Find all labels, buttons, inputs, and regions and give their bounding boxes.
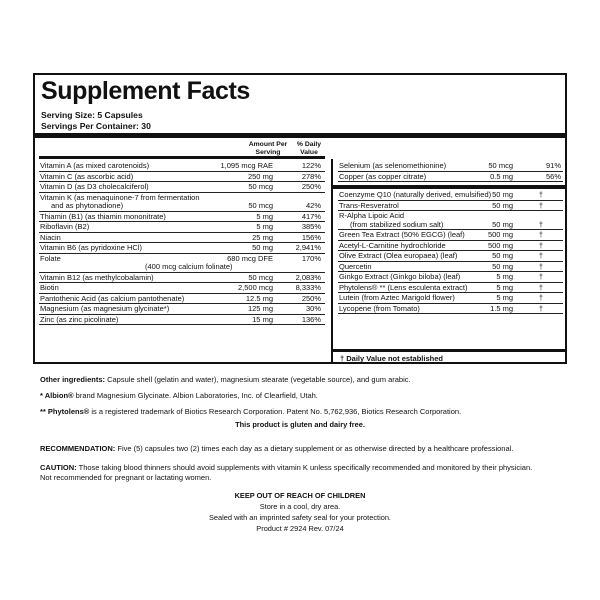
nutrient-row bbox=[338, 293, 563, 304]
dv-header-line1: % Daily bbox=[296, 141, 322, 148]
phytolens-note bbox=[40, 407, 580, 417]
panel-title: Supplement Facts bbox=[41, 77, 250, 105]
recommendation bbox=[40, 444, 580, 454]
nutrient-daily-value: 250% bbox=[301, 293, 321, 303]
nutrient-amount: 50 mg bbox=[492, 200, 513, 210]
nutrient-row bbox=[338, 190, 563, 201]
nutrient-row bbox=[338, 272, 563, 283]
nutrient-amount: 500 mg bbox=[487, 240, 513, 250]
nutrient-row bbox=[39, 283, 325, 294]
nutrient-row bbox=[39, 315, 325, 326]
nutrient-daily-value: 417% bbox=[301, 211, 321, 221]
nutrient-daily-value: † bbox=[538, 240, 543, 250]
nutrient-name: Lutein (from Aztec Marigold flower) bbox=[339, 293, 455, 302]
nutrient-row bbox=[338, 241, 563, 252]
nutrient-daily-value: 278% bbox=[301, 171, 321, 181]
nutrient-name: Vitamin A (as mixed carotenoids) bbox=[40, 161, 150, 170]
nutrient-daily-value: 30% bbox=[305, 304, 321, 313]
nutrient-daily-value: 42% bbox=[305, 201, 321, 210]
nutrient-amount: 50 mcg bbox=[488, 161, 513, 170]
nutrient-name: Vitamin B6 (as pyridoxine HCl) bbox=[40, 243, 142, 252]
nutrient-amount: 5 mg bbox=[496, 272, 513, 281]
nutrient-daily-value: † bbox=[538, 190, 543, 199]
nutrient-amount: 5 mg bbox=[496, 293, 513, 302]
nutrient-row bbox=[338, 161, 563, 172]
nutrient-daily-value: † bbox=[538, 303, 543, 313]
seal-note: Sealed with an imprinted safety seal for your protection. bbox=[209, 513, 391, 522]
nutrient-row bbox=[338, 283, 563, 294]
nutrient-amount: 1,095 mcg RAE bbox=[220, 161, 273, 170]
recommendation-label: RECOMMENDATION: bbox=[40, 444, 116, 453]
nutrient-amount: 15 mg bbox=[252, 314, 273, 324]
other-ingredients-text: Capsule shell (gelatin and water), magnesium stearate (vegetable source), and gum arabic. bbox=[105, 375, 411, 384]
nutrient-amount: 5 mg bbox=[256, 222, 273, 231]
caution-text-2: Not recommended for pregnant or lactating women. bbox=[40, 473, 212, 482]
dv-header bbox=[289, 141, 329, 157]
nutrient-name: Vitamin K (as menaquinone-7 from fermentation bbox=[40, 192, 200, 202]
nutrient-name: Zinc (as zinc picolinate) bbox=[40, 314, 119, 324]
nutrient-daily-value: † bbox=[538, 282, 543, 292]
dv-header-line2: Value bbox=[300, 149, 318, 156]
nutrient-row bbox=[338, 172, 563, 183]
nutrient-name: Vitamin B12 (as methylcobalamin) bbox=[40, 272, 154, 282]
amount-header-line2: Serving bbox=[255, 149, 281, 156]
nutrient-name: Niacin bbox=[40, 232, 61, 242]
nutrient-name: Olive Extract (Olea europaea) (leaf) bbox=[339, 251, 458, 260]
nutrient-daily-value: 250% bbox=[301, 182, 321, 191]
nutrient-name-detail: (from stabilized sodium salt) bbox=[350, 219, 444, 229]
nutrient-daily-value: 8,333% bbox=[295, 283, 321, 292]
nutrient-name: Folate bbox=[40, 253, 61, 263]
nutrient-daily-value: † bbox=[538, 219, 543, 229]
nutrient-daily-value: † bbox=[538, 261, 543, 271]
serving-size: Serving Size: 5 Capsules bbox=[41, 110, 143, 120]
nutrient-name: Riboflavin (B2) bbox=[40, 222, 90, 231]
caution bbox=[40, 463, 580, 483]
amount-header-line1: Amount Per bbox=[248, 141, 288, 148]
nutrient-row bbox=[39, 233, 325, 244]
nutrient-daily-value: † bbox=[538, 251, 543, 260]
nutrient-name: Green Tea Extract (50% EGCG) (leaf) bbox=[339, 230, 465, 239]
nutrient-amount: 50 mcg bbox=[248, 182, 273, 191]
nutrient-row bbox=[338, 262, 563, 273]
nutrient-name: Selenium (as selenomethionine) bbox=[339, 161, 447, 170]
nutrient-amount: 50 mg bbox=[492, 251, 513, 260]
nutrient-row bbox=[338, 211, 563, 230]
nutrient-row bbox=[39, 161, 325, 172]
nutrient-name: R-Alpha Lipoic Acid bbox=[339, 211, 405, 220]
nutrient-name: Biotin bbox=[40, 283, 59, 292]
nutrient-name: Acetyl-L-Carnitine hydrochloride bbox=[339, 240, 446, 250]
other-ingredients bbox=[40, 375, 580, 385]
nutrient-amount: 680 mcg DFE bbox=[227, 253, 273, 263]
nutrient-row bbox=[39, 294, 325, 305]
nutrient-row bbox=[338, 230, 563, 241]
nutrient-name: Trans-Resveratrol bbox=[339, 200, 399, 210]
nutrient-row bbox=[338, 304, 563, 315]
nutrient-row bbox=[39, 182, 325, 193]
nutrient-amount: 50 mg bbox=[492, 261, 513, 271]
nutrient-name: Vitamin C (as ascorbic acid) bbox=[40, 171, 134, 181]
nutrient-row bbox=[39, 172, 325, 183]
nutrient-daily-value: † bbox=[538, 230, 543, 239]
caution-text: Those taking blood thinners should avoid supplements with vitamin K unless specifically recommended and monitored by their physician. bbox=[76, 463, 533, 472]
albion-label: * Albion® bbox=[40, 391, 74, 400]
nutrient-row bbox=[39, 222, 325, 233]
nutrient-amount: 5 mg bbox=[496, 282, 513, 292]
nutrient-amount: 2,500 mcg bbox=[237, 283, 273, 292]
nutrient-name: Magnesium (as magnesium glycinate*) bbox=[40, 304, 170, 313]
nutrient-row bbox=[338, 201, 563, 212]
nutrient-daily-value: 156% bbox=[301, 232, 321, 242]
nutrient-daily-value: 2,083% bbox=[295, 272, 321, 282]
nutrient-amount: 25 mg bbox=[252, 232, 273, 242]
nutrient-name: Vitamin D (as D3 cholecalciferol) bbox=[40, 182, 149, 191]
servings-per-container: Servings Per Container: 30 bbox=[41, 121, 151, 131]
divider-right-bottom bbox=[332, 349, 565, 352]
recommendation-text: Five (5) capsules two (2) times each day as a dietary supplement or as otherwise directed by a healthcare professional. bbox=[115, 444, 514, 453]
nutrient-amount: 1.5 mg bbox=[490, 303, 513, 313]
nutrient-row bbox=[39, 273, 325, 284]
nutrient-amount: 5 mg bbox=[256, 211, 273, 221]
albion-note bbox=[40, 391, 580, 401]
nutrient-amount: 50 mg bbox=[252, 243, 273, 252]
nutrient-daily-value: 2,941% bbox=[295, 243, 321, 252]
nutrient-amount: 50 mcg bbox=[248, 272, 273, 282]
gluten-free-note: This product is gluten and dairy free. bbox=[235, 420, 365, 429]
nutrient-daily-value: 122% bbox=[301, 161, 321, 170]
dv-note: † Daily Value not established bbox=[340, 354, 443, 363]
nutrient-daily-value: † bbox=[538, 293, 543, 302]
product-number: Product # 2924 Rev. 07/24 bbox=[256, 524, 344, 533]
divider-right bbox=[332, 185, 565, 189]
nutrient-row bbox=[39, 243, 325, 254]
nutrient-row bbox=[338, 251, 563, 262]
nutrient-name: Quercetin bbox=[339, 261, 372, 271]
nutrient-name: Thiamin (B1) (as thiamin mononitrate) bbox=[40, 211, 166, 221]
phytolens-text: is a registered trademark of Biotics Research Corporation. Patent No. 5,762,936, Biotics Research Corporation. bbox=[89, 407, 462, 416]
divider-thick bbox=[35, 133, 565, 138]
nutrient-daily-value: † bbox=[538, 272, 543, 281]
supplement-facts-panel bbox=[33, 73, 567, 364]
other-ingredients-label: Other ingredients: bbox=[40, 375, 106, 384]
nutrient-amount: 50 mg bbox=[492, 219, 513, 229]
nutrient-daily-value: † bbox=[538, 200, 543, 210]
nutrient-row bbox=[39, 212, 325, 223]
keep-out-warning: KEEP OUT OF REACH OF CHILDREN bbox=[234, 491, 366, 500]
nutrient-amount: 50 mcg bbox=[248, 201, 273, 210]
nutrient-daily-value: 91% bbox=[545, 161, 561, 170]
nutrient-amount: 500 mg bbox=[487, 230, 513, 239]
nutrient-amount: 0.5 mg bbox=[490, 171, 513, 181]
nutrient-name-detail: (400 mcg calcium folinate) bbox=[145, 262, 233, 271]
nutrient-daily-value: 385% bbox=[301, 222, 321, 231]
nutrient-name: Copper (as copper citrate) bbox=[339, 171, 427, 181]
albion-text: brand Magnesium Glycinate. Albion Laboratories, Inc. of Clearfield, Utah. bbox=[73, 391, 318, 400]
nutrient-amount: 250 mg bbox=[247, 171, 273, 181]
nutrient-name: Pantothenic Acid (as calcium pantothenate) bbox=[40, 293, 185, 303]
phytolens-label: ** Phytolens® bbox=[40, 407, 90, 416]
nutrient-daily-value: 136% bbox=[301, 314, 321, 324]
divider-header bbox=[39, 156, 325, 159]
column-divider bbox=[331, 159, 333, 362]
nutrient-daily-value: 56% bbox=[545, 171, 561, 181]
nutrient-name-detail: and as phytonadione) bbox=[51, 201, 124, 210]
nutrient-name: Lycopene (from Tomato) bbox=[339, 303, 420, 313]
nutrient-name: Coenzyme Q10 (naturally derived, emulsified) bbox=[339, 190, 492, 199]
nutrient-name: Ginkgo Extract (Ginkgo biloba) (leaf) bbox=[339, 272, 461, 281]
nutrient-row bbox=[39, 254, 325, 273]
nutrient-name: Phytolens® ** (Lens esculenta extract) bbox=[339, 282, 468, 292]
nutrient-amount: 125 mg bbox=[247, 304, 273, 313]
storage-note: Store in a cool, dry area. bbox=[259, 502, 341, 511]
nutrient-amount: 12.5 mg bbox=[245, 293, 273, 303]
caution-label: CAUTION: bbox=[40, 463, 77, 472]
nutrient-row bbox=[39, 193, 325, 212]
nutrient-daily-value: 170% bbox=[301, 253, 321, 263]
nutrient-row bbox=[39, 304, 325, 315]
nutrient-amount: 50 mg bbox=[492, 190, 513, 199]
